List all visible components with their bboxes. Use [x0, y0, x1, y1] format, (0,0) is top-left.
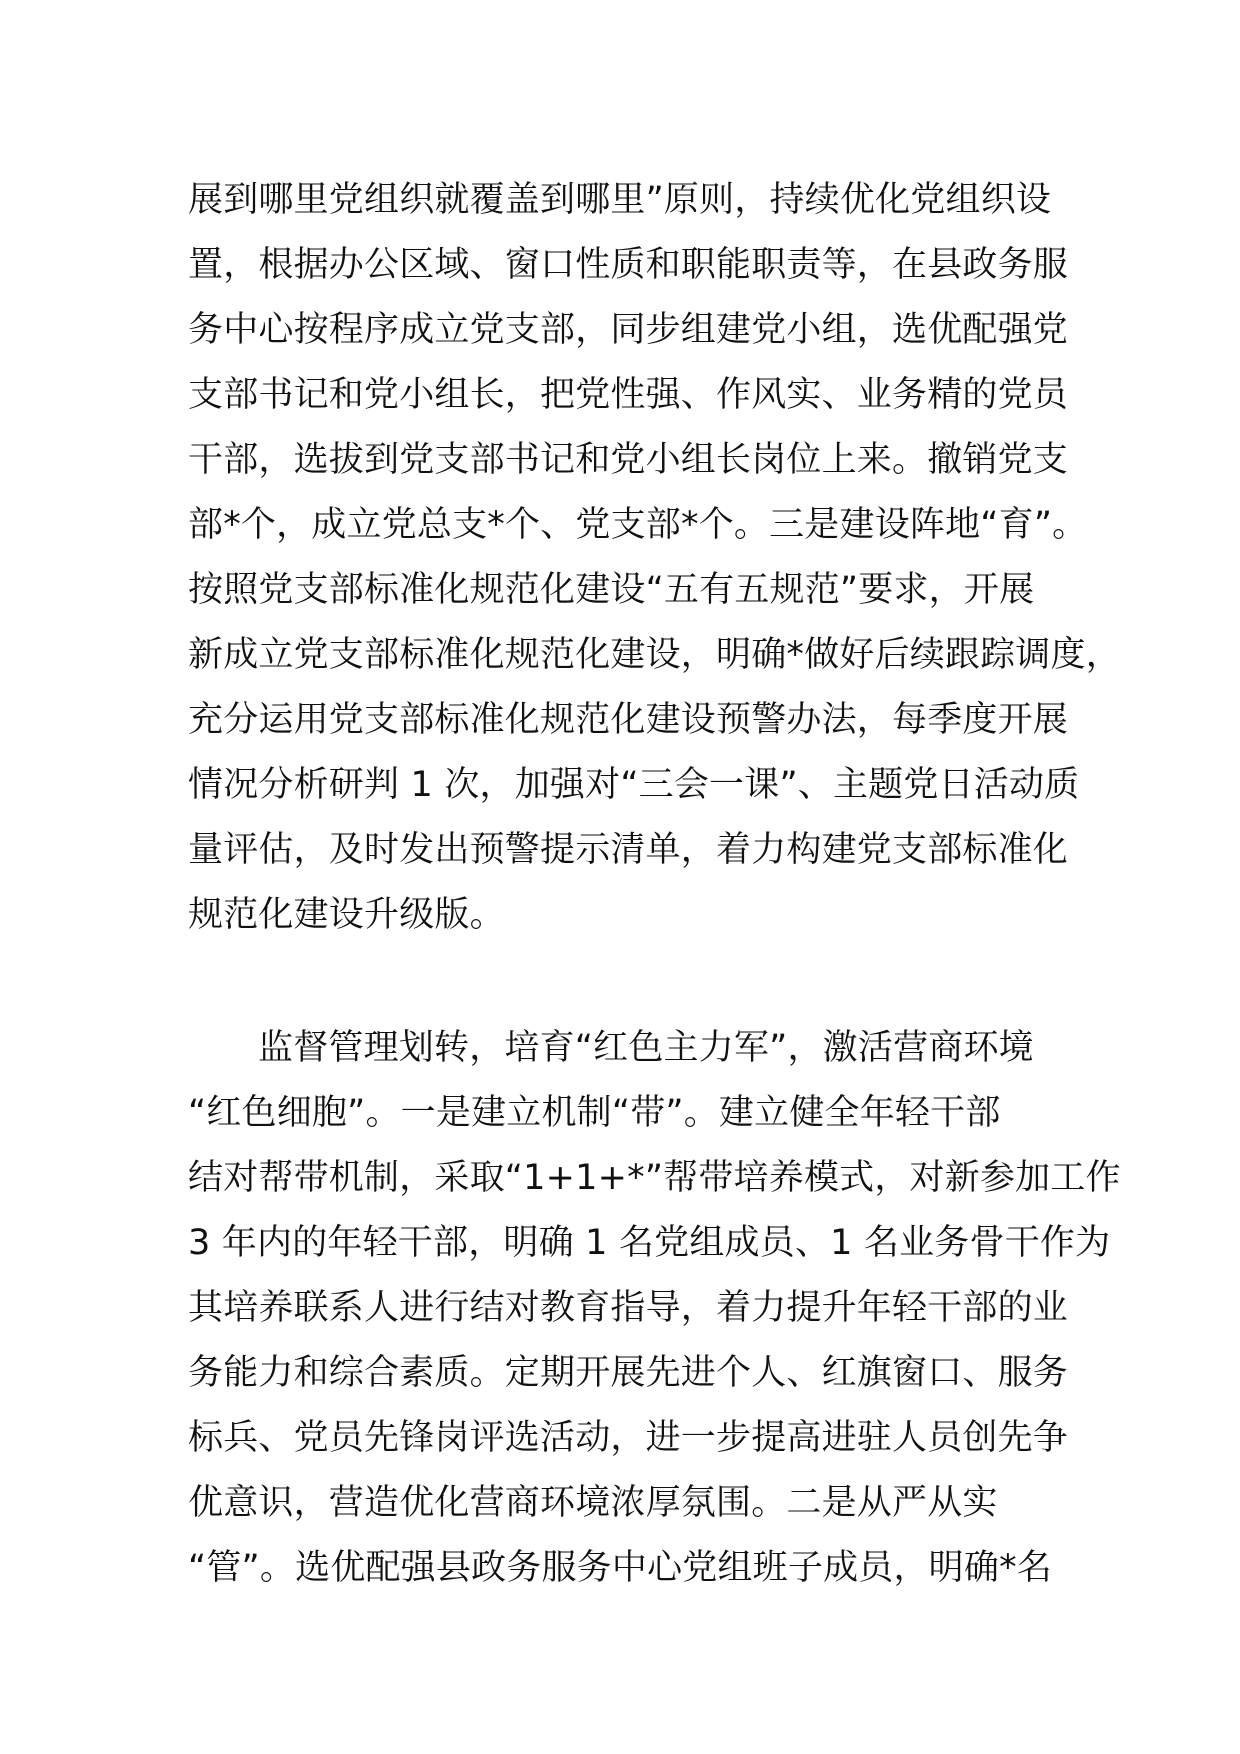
text-line: 其培养联系人进行结对教育指导，着力提升年轻干部的业 [188, 1288, 1069, 1328]
text-line: 置，根据办公区域、窗口性质和职能职责等，在县政务服 [188, 245, 1069, 285]
text-line: 结对帮带机制，采取“1+1+*”帮带培养模式，对新参加工作 [188, 1158, 1121, 1198]
text-line: 监督管理划转，培育“红色主力军”，激活营商环境 [258, 1028, 1034, 1068]
text-line: 标兵、党员先锋岗评选活动，进一步提高进驻人员创先争 [188, 1418, 1069, 1458]
text-line: 3 年内的年轻干部，明确 1 名党组成员、1 名业务骨干作为 [188, 1223, 1111, 1263]
text-line: 务中心按程序成立党支部，同步组建党小组，选优配强党 [188, 310, 1069, 350]
paragraph-supervision-management [188, 1016, 1121, 1601]
text-line: 量评估，及时发出预警提示清单，着力构建党支部标准化 [188, 830, 1069, 870]
text-line: 干部，选拔到党支部书记和党小组长岗位上来。撤销党支 [188, 440, 1069, 480]
text-line: 新成立党支部标准化规范化建设，明确*做好后续跟踪调度， [188, 635, 1121, 675]
text-line: 务能力和综合素质。定期开展先进个人、红旗窗口、服务 [188, 1353, 1069, 1393]
text-line: “管”。选优配强县政务服务中心党组班子成员，明确*名 [188, 1548, 1052, 1588]
text-line: 优意识，营造优化营商环境浓厚氛围。二是从严从实 [188, 1483, 998, 1523]
text-line: 按照党支部标准化规范化建设“五有五规范”要求，开展 [188, 570, 1035, 610]
text-line: 部*个，成立党总支*个、党支部*个。三是建设阵地“育”。 [188, 505, 1088, 545]
text-line: 充分运用党支部标准化规范化建设预警办法，每季度开展 [188, 700, 1069, 740]
text-line: 支部书记和党小组长，把党性强、作风实、业务精的党员 [188, 375, 1069, 415]
paragraph-party-organization [188, 168, 1121, 948]
text-line: 情况分析研判 1 次，加强对“三会一课”、主题党日活动质 [188, 765, 1080, 805]
text-line: “红色细胞”。一是建立机制“带”。建立健全年轻干部 [188, 1093, 1001, 1133]
text-line: 规范化建设升级版。 [188, 895, 505, 935]
text-line: 展到哪里党组织就覆盖到哪里”原则，持续优化党组织设 [188, 180, 1052, 220]
